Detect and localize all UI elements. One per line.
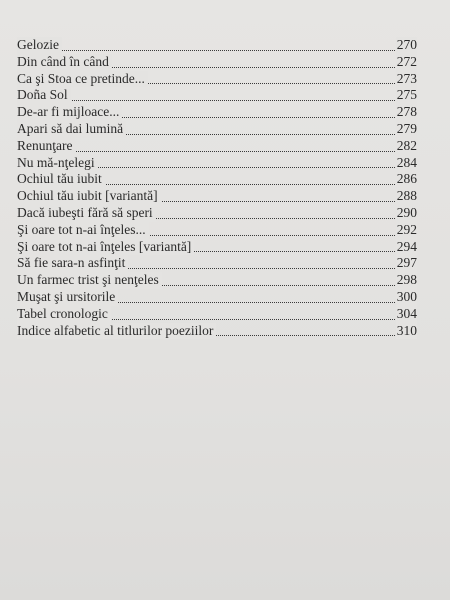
toc-entry: [17, 323, 417, 340]
toc-entry-page-number: 273: [396, 70, 417, 86]
toc-entry-page-number: 288: [396, 188, 417, 204]
toc-entry-title: Apari să dai lumină: [17, 121, 126, 138]
toc-entry-page-number: 298: [396, 272, 417, 288]
toc-entry-page-number: 292: [396, 221, 417, 237]
toc-entry-title: Muşat şi ursitorile: [17, 289, 118, 306]
toc-entry: [17, 155, 417, 172]
toc-entry-page-number: 278: [396, 104, 417, 120]
toc-entry-page-number: 284: [396, 154, 417, 170]
toc-entry: [17, 121, 417, 138]
toc-entry: [17, 87, 417, 104]
toc-entry-title: Un farmec trist şi nenţeles: [17, 272, 162, 289]
leader-dots: [17, 50, 417, 51]
toc-entry-title: Ochiul tău iubit: [17, 171, 105, 188]
toc-entry-title: Ca şi Stoa ce pretinde...: [17, 71, 148, 88]
toc-entry-title: De-ar fi mijloace...: [17, 104, 122, 121]
toc-entry-page-number: 300: [396, 288, 417, 304]
toc-entry: [17, 71, 417, 88]
toc-entry-page-number: 310: [396, 322, 417, 338]
toc-entry: [17, 272, 417, 289]
toc-entry-title: Şi oare tot n-ai înţeles [variantă]: [17, 239, 194, 256]
toc-entry-title: Din când în când: [17, 54, 112, 71]
toc-entry: [17, 239, 417, 256]
toc-entry: [17, 188, 417, 205]
toc-entry: [17, 54, 417, 71]
toc-entry: [17, 205, 417, 222]
toc-entry-title: Gelozie: [17, 37, 62, 54]
toc-entry-page-number: 290: [396, 204, 417, 220]
toc-entry-page-number: 272: [396, 53, 417, 69]
toc-entry: [17, 289, 417, 306]
toc-entry-title: Renunţare: [17, 138, 75, 155]
toc-entry: [17, 37, 417, 54]
leader-dots: [17, 100, 417, 101]
toc-entry-title: Să fie sara-n asfinţit: [17, 255, 128, 272]
toc-entry-page-number: 279: [396, 120, 417, 136]
toc-entry-page-number: 294: [396, 238, 417, 254]
toc-entry-title: Ochiul tău iubit [variantă]: [17, 188, 161, 205]
toc-entry-page-number: 270: [396, 37, 417, 52]
toc-entry-title: Doña Sol: [17, 87, 71, 104]
toc-entry: [17, 104, 417, 121]
toc-entry-page-number: 304: [396, 305, 417, 321]
leader-dots: [17, 151, 417, 152]
toc-entry-page-number: 275: [396, 87, 417, 103]
toc-entry: [17, 138, 417, 155]
toc-entry-title: Tabel cronologic: [17, 306, 111, 323]
table-of-contents: [17, 37, 417, 339]
toc-entry-title: Indice alfabetic al titlurilor poeziilor: [17, 323, 216, 340]
toc-entry-page-number: 282: [396, 137, 417, 153]
toc-entry: [17, 306, 417, 323]
toc-entry-title: Şi oare tot n-ai înţeles...: [17, 222, 149, 239]
toc-entry: [17, 255, 417, 272]
toc-entry-title: Nu mă-nţelegi: [17, 155, 98, 172]
toc-entry-title: Dacă iubeşti fără să speri: [17, 205, 156, 222]
toc-entry-page-number: 297: [396, 255, 417, 271]
toc-entry-page-number: 286: [396, 171, 417, 187]
toc-entry: [17, 171, 417, 188]
toc-entry: [17, 222, 417, 239]
